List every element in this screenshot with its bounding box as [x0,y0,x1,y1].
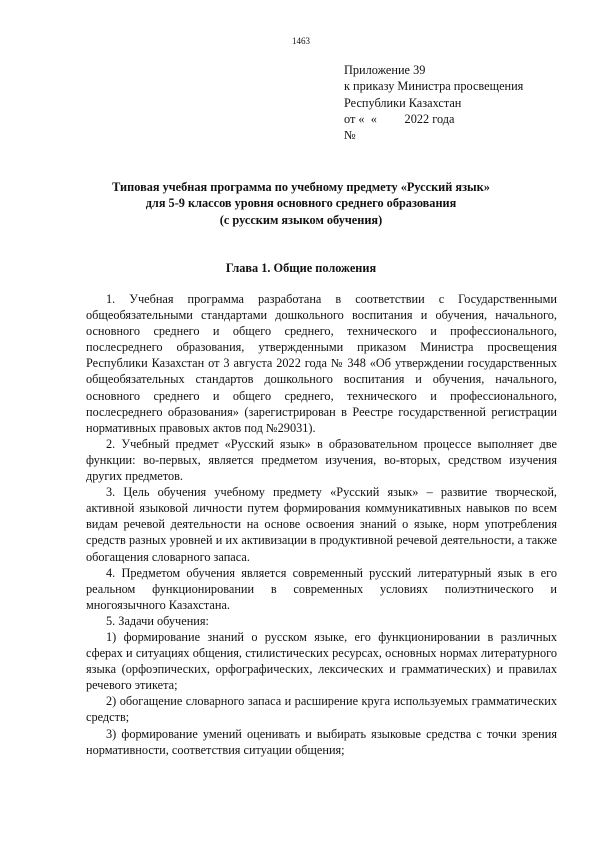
appendix-line: Приложение 39 [344,63,426,77]
paragraph-1: 1. Учебная программа разработана в соответствии с Государственными общеобязательными стандартами дошкольного воспитания и обучения, начального, основного среднего и общего среднего, технического и профессионального, послесреднего образования, утвержденными приказом Министра просвещения Республики Казахстан от 3 августа 2022 года № 348 «Об утверждении государственных общеобязательных стандартов дошкольного воспитания и обучения, начального, основного среднего и общего среднего, технического и профессионального, послесреднего образования» (зарегистрирован в Реестре государственной регистрации нормативных правовых актов под №29031). [86,292,557,435]
list-item-2: 2) обогащение словарного запаса и расширение круга используемых грамматических средств; [86,694,557,725]
paragraph-2: 2. Учебный предмет «Русский язык» в образовательном процессе выполняет две функции: во-первых, является предметом изучения, во-вторых, средством изучения других предметов. [86,436,557,484]
appendix-line: Республики Казахстан [344,95,462,110]
appendix-line: к приказу Министра просвещения [344,79,524,94]
appendix-header [344,62,523,143]
paragraph-3: 3. Цель обучения учебному предмету «Русский язык» – развитие творческой, активной языковой личности путем формирования коммуникативных навыков по всем видам речевой деятельности на основе освоения знаний о языке, норм употребления средств разных уровней и их активизации в продуктивной речевой деятельности, а также обогащения словарного запаса. [86,485,557,564]
list-item-1: 1) формирование знаний о русском языке, его функционировании в различных сферах и ситуациях общения, стилистических ресурсах, основных нормах литературного языка (орфоэпических, орфографических, лексических и грамматических) и правилах речевого этикета; [86,629,557,693]
document-title [60,179,542,228]
list-item-3: 3) формирование умений оценивать и выбирать языковые средства с точки зрения нормативности, соответствия ситуации общения; [86,726,557,757]
title-line: Типовая учебная программа по учебному предмету «Русский язык» [112,180,490,194]
chapter-heading: Глава 1. Общие положения [225,261,377,275]
paragraph-5: 5. Задачи обучения: [106,613,209,628]
appendix-line: № [344,128,356,143]
page-number: 1463 [292,36,310,46]
paragraph-4: 4. Предметом обучения является современный русский литературный язык в его реальном функционировании в современных условиях полиэтнического и многоязычного Казахстана. [86,565,557,612]
title-line: для 5-9 классов уровня основного среднего образования [145,196,457,211]
title-line: (с русским языком обучения) [219,212,383,227]
document-body [86,291,557,758]
appendix-line: от « « 2022 года [344,111,455,126]
